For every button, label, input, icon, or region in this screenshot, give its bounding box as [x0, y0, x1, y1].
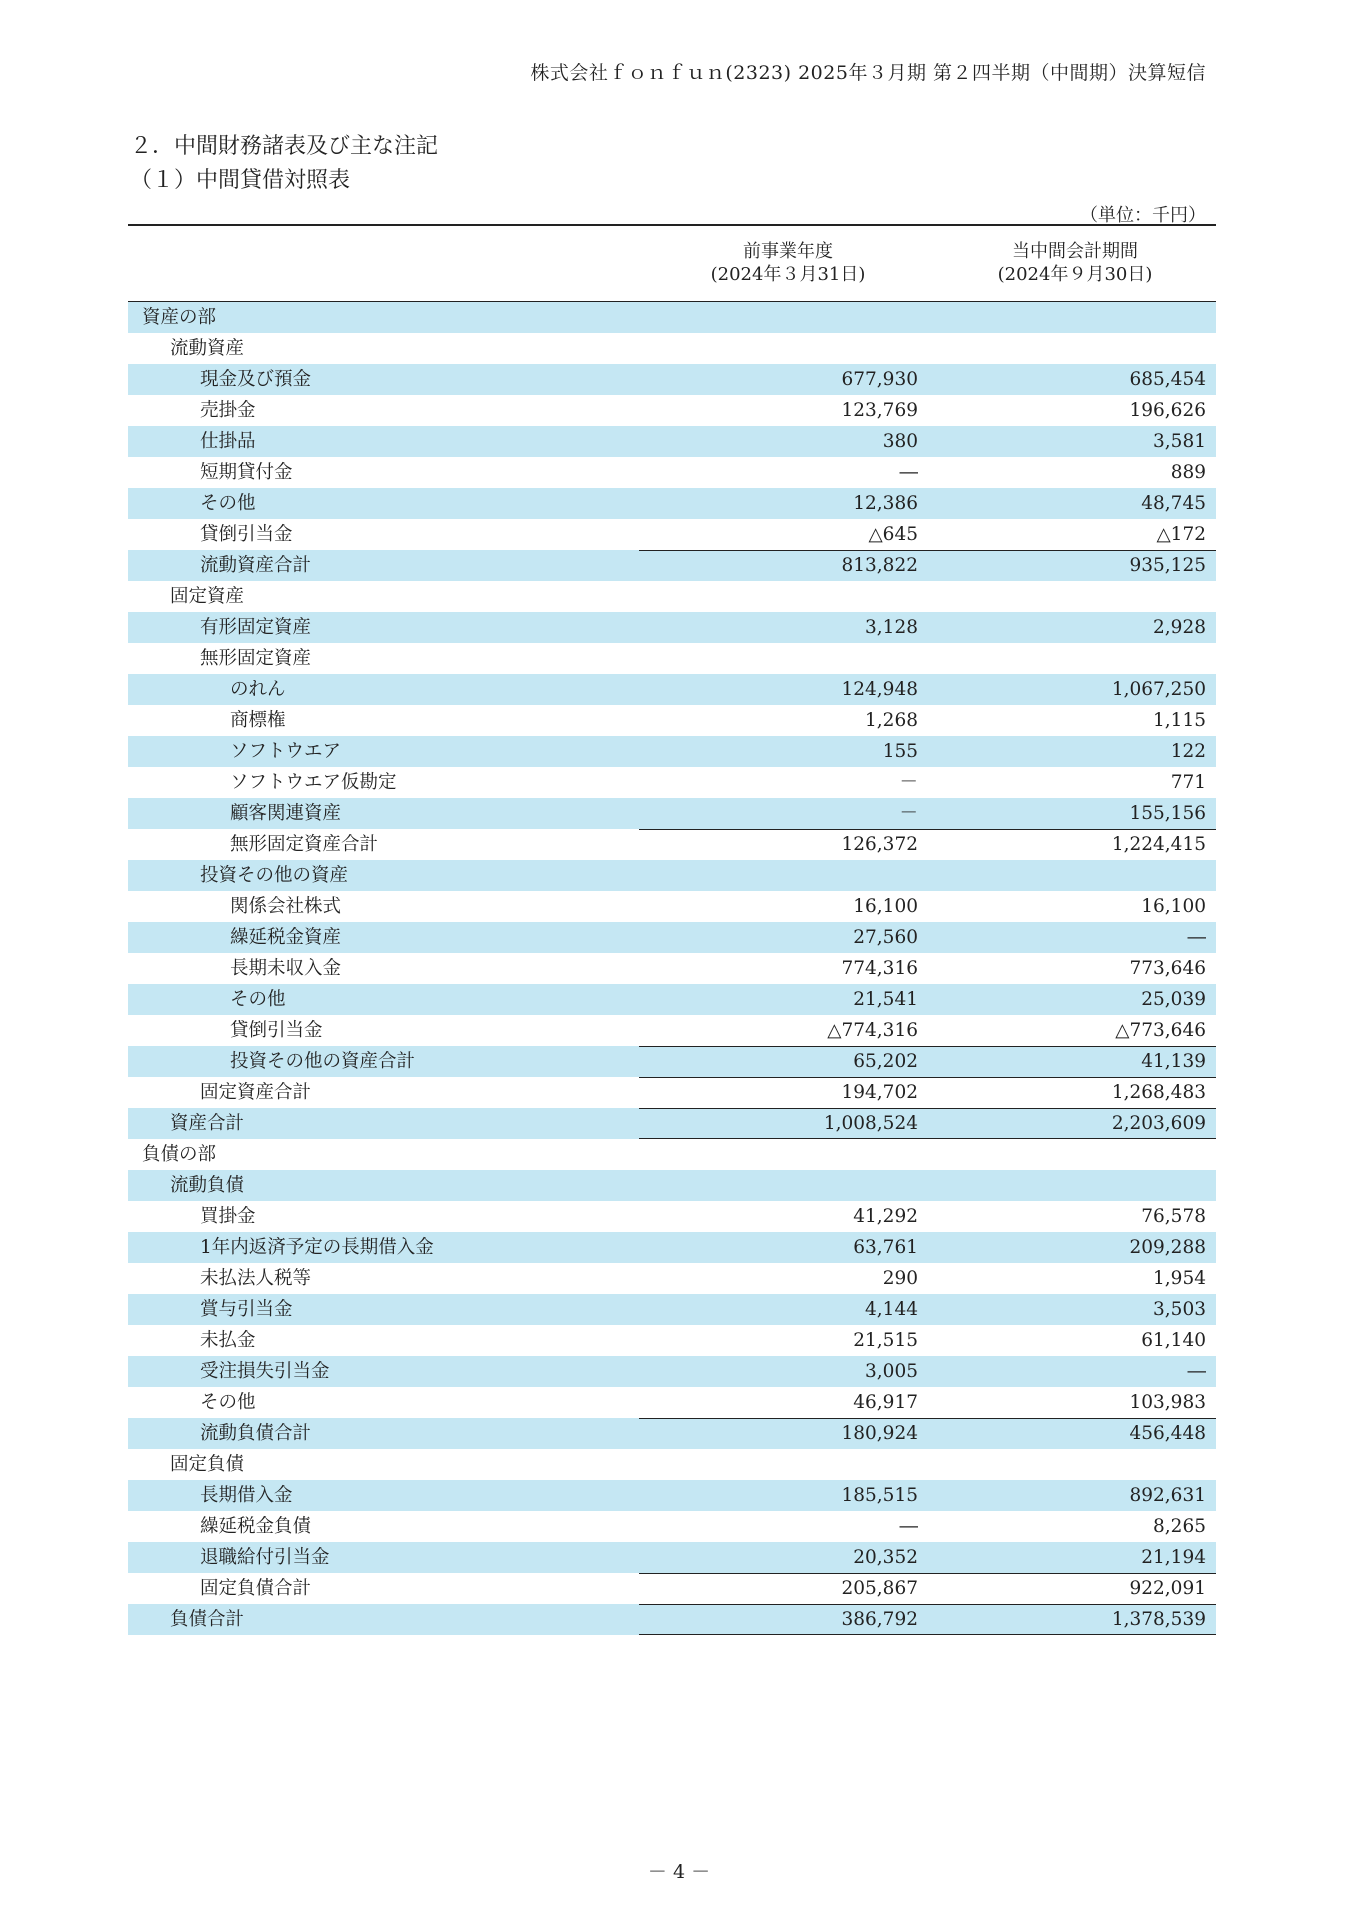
table-row: [128, 953, 1216, 984]
curr-period-date: (2024年９月30日): [997, 264, 1153, 285]
prev-period-value: 185,515: [841, 1485, 918, 1506]
row-label: 未払法人税等: [200, 1268, 312, 1289]
table-row: [128, 550, 1216, 581]
table-row: [128, 891, 1216, 922]
table-row: [128, 1015, 1216, 1046]
curr-period-value: 1,954: [1153, 1268, 1206, 1289]
prev-period-value: 1,008,524: [823, 1113, 918, 1134]
prev-period-value: 813,822: [841, 555, 918, 576]
prev-period-value: 4,144: [865, 1299, 918, 1320]
table-row: [128, 736, 1216, 767]
table-row: [128, 798, 1216, 829]
curr-period-value: △172: [1156, 524, 1206, 545]
row-label: その他: [230, 989, 286, 1010]
row-label: 買掛金: [200, 1206, 256, 1227]
prev-period-value: ―: [899, 462, 918, 483]
row-label: その他: [200, 1392, 256, 1413]
prev-period-value: 20,352: [853, 1547, 918, 1568]
row-label: のれん: [230, 679, 286, 700]
curr-period-value: 771: [1170, 772, 1206, 793]
row-label: 流動負債合計: [200, 1423, 312, 1444]
row-label: 繰延税金資産: [230, 927, 342, 948]
curr-period-value: 21,194: [1141, 1547, 1206, 1568]
table-row: [128, 426, 1216, 457]
prev-period-value: 27,560: [853, 927, 918, 948]
curr-period-value: 1,268,483: [1111, 1082, 1206, 1103]
row-label: ソフトウエア仮勘定: [230, 772, 397, 793]
table-row: [128, 1356, 1216, 1387]
row-label: 1年内返済予定の長期借入金: [200, 1237, 434, 1258]
table-row: [128, 333, 1216, 364]
curr-period-value: 935,125: [1129, 555, 1206, 576]
table-row: [128, 488, 1216, 519]
row-label: 受注損失引当金: [200, 1361, 330, 1382]
row-label: 現金及び預金: [200, 369, 312, 390]
prev-period-header: [658, 240, 918, 286]
row-label: 負債の部: [142, 1144, 217, 1165]
row-label: 貸倒引当金: [200, 524, 293, 545]
prev-period-value: 3,128: [865, 617, 918, 638]
prev-period-value: 180,924: [841, 1423, 918, 1444]
curr-period-header: [945, 240, 1205, 286]
curr-period-value: 196,626: [1129, 400, 1206, 421]
table-row: [128, 1232, 1216, 1263]
prev-period-value: 21,515: [853, 1330, 918, 1351]
row-label: 賞与引当金: [200, 1299, 293, 1320]
row-label: 投資その他の資産合計: [230, 1051, 416, 1072]
curr-period-value: 685,454: [1129, 369, 1206, 390]
prev-period-value: △774,316: [827, 1020, 918, 1041]
table-row: [128, 705, 1216, 736]
prev-period-value: 774,316: [841, 958, 918, 979]
curr-period-value: ―: [1187, 927, 1206, 948]
table-row: [128, 1542, 1216, 1573]
curr-period-value: △773,646: [1115, 1020, 1206, 1041]
prev-period-title: 前事業年度: [743, 241, 833, 262]
table-row: [128, 1387, 1216, 1418]
table-row: [128, 612, 1216, 643]
prev-period-value: 63,761: [853, 1237, 918, 1258]
row-label: 資産の部: [142, 307, 217, 328]
section-title: ２．中間財務諸表及び主な注記: [130, 134, 439, 159]
curr-period-value: 456,448: [1129, 1423, 1206, 1444]
prev-period-value: －: [899, 772, 918, 793]
table-row: [128, 1480, 1216, 1511]
row-label: 投資その他の資産: [200, 865, 349, 886]
row-label: 退職給付引当金: [200, 1547, 330, 1568]
curr-period-value: 2,203,609: [1111, 1113, 1206, 1134]
table-row: [128, 1294, 1216, 1325]
curr-period-value: 16,100: [1141, 896, 1206, 917]
prev-period-value: 21,541: [853, 989, 918, 1010]
table-row: [128, 457, 1216, 488]
table-row: [128, 1573, 1216, 1604]
row-label: 仕掛品: [200, 431, 256, 452]
prev-period-value: 46,917: [853, 1392, 918, 1413]
table-row: [128, 1170, 1216, 1201]
row-label: 固定負債: [170, 1454, 245, 1475]
row-label: 長期借入金: [200, 1485, 293, 1506]
row-label: 無形固定資産合計: [230, 834, 379, 855]
table-row: [128, 1604, 1216, 1635]
curr-period-value: 1,067,250: [1111, 679, 1206, 700]
curr-period-value: 41,139: [1141, 1051, 1206, 1072]
curr-period-value: 1,224,415: [1111, 834, 1206, 855]
balance-sheet-table: [128, 224, 1216, 1635]
curr-period-value: ―: [1187, 1361, 1206, 1382]
curr-period-value: 155,156: [1129, 803, 1206, 824]
table-row: [128, 1263, 1216, 1294]
table-row: [128, 395, 1216, 426]
row-label: 固定資産: [170, 586, 245, 607]
curr-period-value: 61,140: [1141, 1330, 1206, 1351]
row-label: 流動負債: [170, 1175, 245, 1196]
table-row: [128, 860, 1216, 891]
table-row: [128, 581, 1216, 612]
table-row: [128, 1139, 1216, 1170]
table-row: [128, 1325, 1216, 1356]
table-row: [128, 1449, 1216, 1480]
prev-period-value: 1,268: [865, 710, 918, 731]
row-label: 関係会社株式: [230, 896, 342, 917]
prev-period-value: 155: [882, 741, 918, 762]
table-row: [128, 1077, 1216, 1108]
curr-period-value: 76,578: [1141, 1206, 1206, 1227]
table-row: [128, 922, 1216, 953]
table-row: [128, 674, 1216, 705]
table-row: [128, 767, 1216, 798]
row-label: その他: [200, 493, 256, 514]
curr-period-value: 122: [1170, 741, 1206, 762]
subsection-title: （１）中間貸借対照表: [130, 168, 351, 193]
prev-period-date: (2024年３月31日): [710, 264, 866, 285]
prev-period-value: 65,202: [853, 1051, 918, 1072]
prev-period-value: 290: [882, 1268, 918, 1289]
row-label: 有形固定資産: [200, 617, 312, 638]
curr-period-value: 8,265: [1153, 1516, 1206, 1537]
curr-period-value: 3,503: [1153, 1299, 1206, 1320]
document-header: 株式会社ｆｏｎｆｕｎ(2323) 2025年３月期 第２四半期（中間期）決算短信: [530, 62, 1206, 84]
row-label: 固定負債合計: [200, 1578, 312, 1599]
row-label: 商標権: [230, 710, 286, 731]
table-column-header: [128, 224, 1216, 302]
prev-period-value: ―: [899, 1516, 918, 1537]
row-label: 貸倒引当金: [230, 1020, 323, 1041]
prev-period-value: 16,100: [853, 896, 918, 917]
table-row: [128, 1511, 1216, 1542]
prev-period-value: 12,386: [853, 493, 918, 514]
row-label: 流動資産合計: [200, 555, 312, 576]
table-row: [128, 643, 1216, 674]
row-label: 未払金: [200, 1330, 256, 1351]
curr-period-value: 103,983: [1129, 1392, 1206, 1413]
table-row: [128, 1201, 1216, 1232]
prev-period-value: 205,867: [841, 1578, 918, 1599]
table-row: [128, 519, 1216, 550]
table-row: [128, 1418, 1216, 1449]
table-row: [128, 984, 1216, 1015]
row-label: ソフトウエア: [230, 741, 342, 762]
curr-period-value: 3,581: [1153, 431, 1206, 452]
unit-label: （単位：千円）: [1080, 205, 1206, 226]
curr-period-value: 48,745: [1141, 493, 1206, 514]
table-row: [128, 1046, 1216, 1077]
table-row: [128, 829, 1216, 860]
curr-period-value: 25,039: [1141, 989, 1206, 1010]
prev-period-value: 677,930: [841, 369, 918, 390]
curr-period-value: 2,928: [1153, 617, 1206, 638]
prev-period-value: 386,792: [841, 1609, 918, 1630]
prev-period-value: 194,702: [841, 1082, 918, 1103]
prev-period-value: 126,372: [841, 834, 918, 855]
curr-period-value: 889: [1170, 462, 1206, 483]
curr-period-value: 1,115: [1153, 710, 1206, 731]
table-row: [128, 302, 1216, 333]
table-row: [128, 1108, 1216, 1139]
row-label: 固定資産合計: [200, 1082, 312, 1103]
row-label: 短期貸付金: [200, 462, 293, 483]
curr-period-value: 1,378,539: [1111, 1609, 1206, 1630]
table-body: [128, 302, 1216, 1635]
prev-period-value: 123,769: [841, 400, 918, 421]
row-label: 無形固定資産: [200, 648, 312, 669]
prev-period-value: 41,292: [853, 1206, 918, 1227]
prev-period-value: 380: [882, 431, 918, 452]
prev-period-value: 3,005: [865, 1361, 918, 1382]
row-label: 顧客関連資産: [230, 803, 342, 824]
row-label: 売掛金: [200, 400, 256, 421]
row-label: 長期未収入金: [230, 958, 342, 979]
curr-period-value: 773,646: [1129, 958, 1206, 979]
row-label: 流動資産: [170, 338, 245, 359]
curr-period-value: 209,288: [1129, 1237, 1206, 1258]
curr-period-value: 892,631: [1129, 1485, 1206, 1506]
prev-period-value: 124,948: [841, 679, 918, 700]
prev-period-value: △645: [868, 524, 918, 545]
curr-period-value: 922,091: [1129, 1578, 1206, 1599]
row-label: 負債合計: [170, 1609, 245, 1630]
table-row: [128, 364, 1216, 395]
page-number: － 4 －: [647, 1861, 711, 1883]
curr-period-title: 当中間会計期間: [1012, 241, 1138, 262]
row-label: 資産合計: [170, 1113, 245, 1134]
row-label: 繰延税金負債: [200, 1516, 312, 1537]
prev-period-value: －: [899, 803, 918, 824]
